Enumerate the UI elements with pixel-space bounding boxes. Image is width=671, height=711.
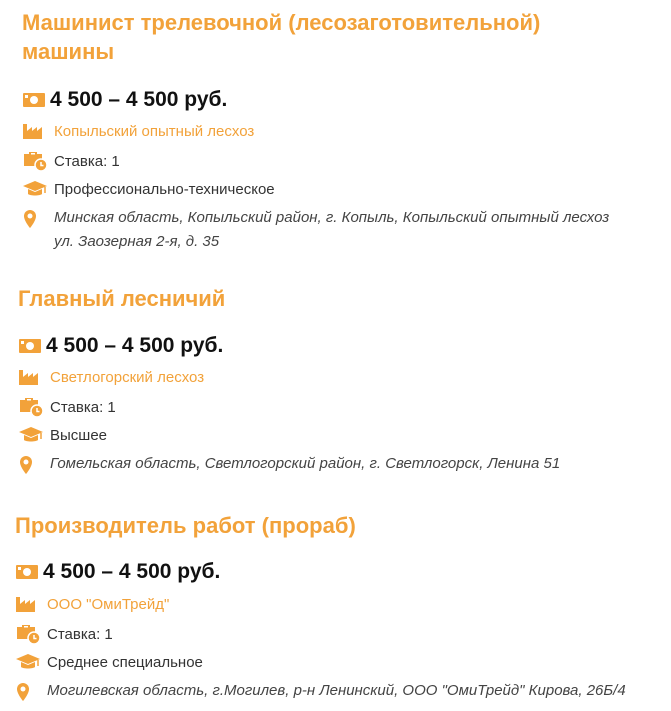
money-icon bbox=[22, 89, 48, 111]
job-title-link[interactable] bbox=[22, 8, 671, 66]
job-title-line[interactable]: машины bbox=[22, 39, 115, 64]
education-text: Среднее специальное bbox=[47, 653, 203, 671]
salary-row bbox=[15, 560, 220, 584]
company-link[interactable]: Светлогорский лесхоз bbox=[50, 368, 205, 386]
company-row bbox=[22, 120, 254, 142]
factory-icon bbox=[22, 120, 48, 142]
company-row bbox=[15, 593, 169, 615]
money-icon bbox=[18, 335, 44, 357]
graduation-cap-icon bbox=[15, 651, 41, 673]
graduation-cap-icon bbox=[18, 424, 44, 446]
salary-text: 4 500 – 4 500 руб. bbox=[50, 88, 228, 111]
job-title-line[interactable]: Главный лесничий bbox=[18, 286, 226, 311]
job-card bbox=[22, 8, 671, 250]
education-row bbox=[18, 424, 107, 446]
job-card bbox=[15, 511, 665, 699]
education-text: Высшее bbox=[50, 426, 108, 444]
education-text: Профессионально-техническое bbox=[54, 180, 275, 198]
rate-text: Ставка: 1 bbox=[50, 398, 116, 416]
rate-row bbox=[18, 396, 116, 418]
job-title-line[interactable]: Машинист трелевочной (лесозаготовительной) bbox=[22, 10, 541, 35]
address-line: ул. Заозерная 2-я, д. 35 bbox=[54, 233, 220, 250]
job-title-link[interactable] bbox=[18, 284, 668, 313]
job-title-link[interactable] bbox=[15, 511, 665, 540]
briefcase-clock-icon bbox=[22, 150, 48, 172]
job-title-line[interactable]: Производитель работ (прораб) bbox=[15, 513, 356, 538]
graduation-cap-icon bbox=[22, 178, 48, 200]
address-text: Гомельская область, Светлогорский район, г. Светлогорск, Ленина 51 bbox=[50, 455, 561, 472]
address-text: Могилевская область, г.Могилев, р-н Ленинский, ООО "ОмиТрейд" Кирова, 26Б/4 bbox=[47, 682, 626, 699]
map-pin-icon bbox=[15, 681, 41, 703]
rate-text: Ставка: 1 bbox=[47, 625, 113, 643]
factory-icon bbox=[18, 366, 44, 388]
job-card bbox=[18, 284, 668, 472]
address-row bbox=[22, 206, 609, 254]
salary-row bbox=[18, 334, 223, 358]
map-pin-icon bbox=[22, 208, 48, 230]
company-row bbox=[18, 366, 204, 388]
salary-row bbox=[22, 88, 227, 112]
salary-text: 4 500 – 4 500 руб. bbox=[43, 560, 221, 583]
company-link[interactable]: Копыльский опытный лесхоз bbox=[54, 122, 255, 140]
rate-row bbox=[15, 623, 113, 645]
factory-icon bbox=[15, 593, 41, 615]
education-row bbox=[22, 178, 275, 200]
rate-text: Ставка: 1 bbox=[54, 152, 120, 170]
address-text bbox=[54, 206, 609, 254]
education-row bbox=[15, 651, 203, 673]
company-link[interactable]: ООО "ОмиТрейд" bbox=[47, 595, 170, 613]
briefcase-clock-icon bbox=[18, 396, 44, 418]
address-line: Минская область, Копыльский район, г. Копыль, Копыльский опытный лесхоз bbox=[54, 209, 610, 226]
address-row bbox=[15, 679, 626, 703]
rate-row bbox=[22, 150, 120, 172]
briefcase-clock-icon bbox=[15, 623, 41, 645]
map-pin-icon bbox=[18, 454, 44, 476]
money-icon bbox=[15, 561, 41, 583]
salary-text: 4 500 – 4 500 руб. bbox=[46, 334, 224, 357]
address-row bbox=[18, 452, 560, 476]
